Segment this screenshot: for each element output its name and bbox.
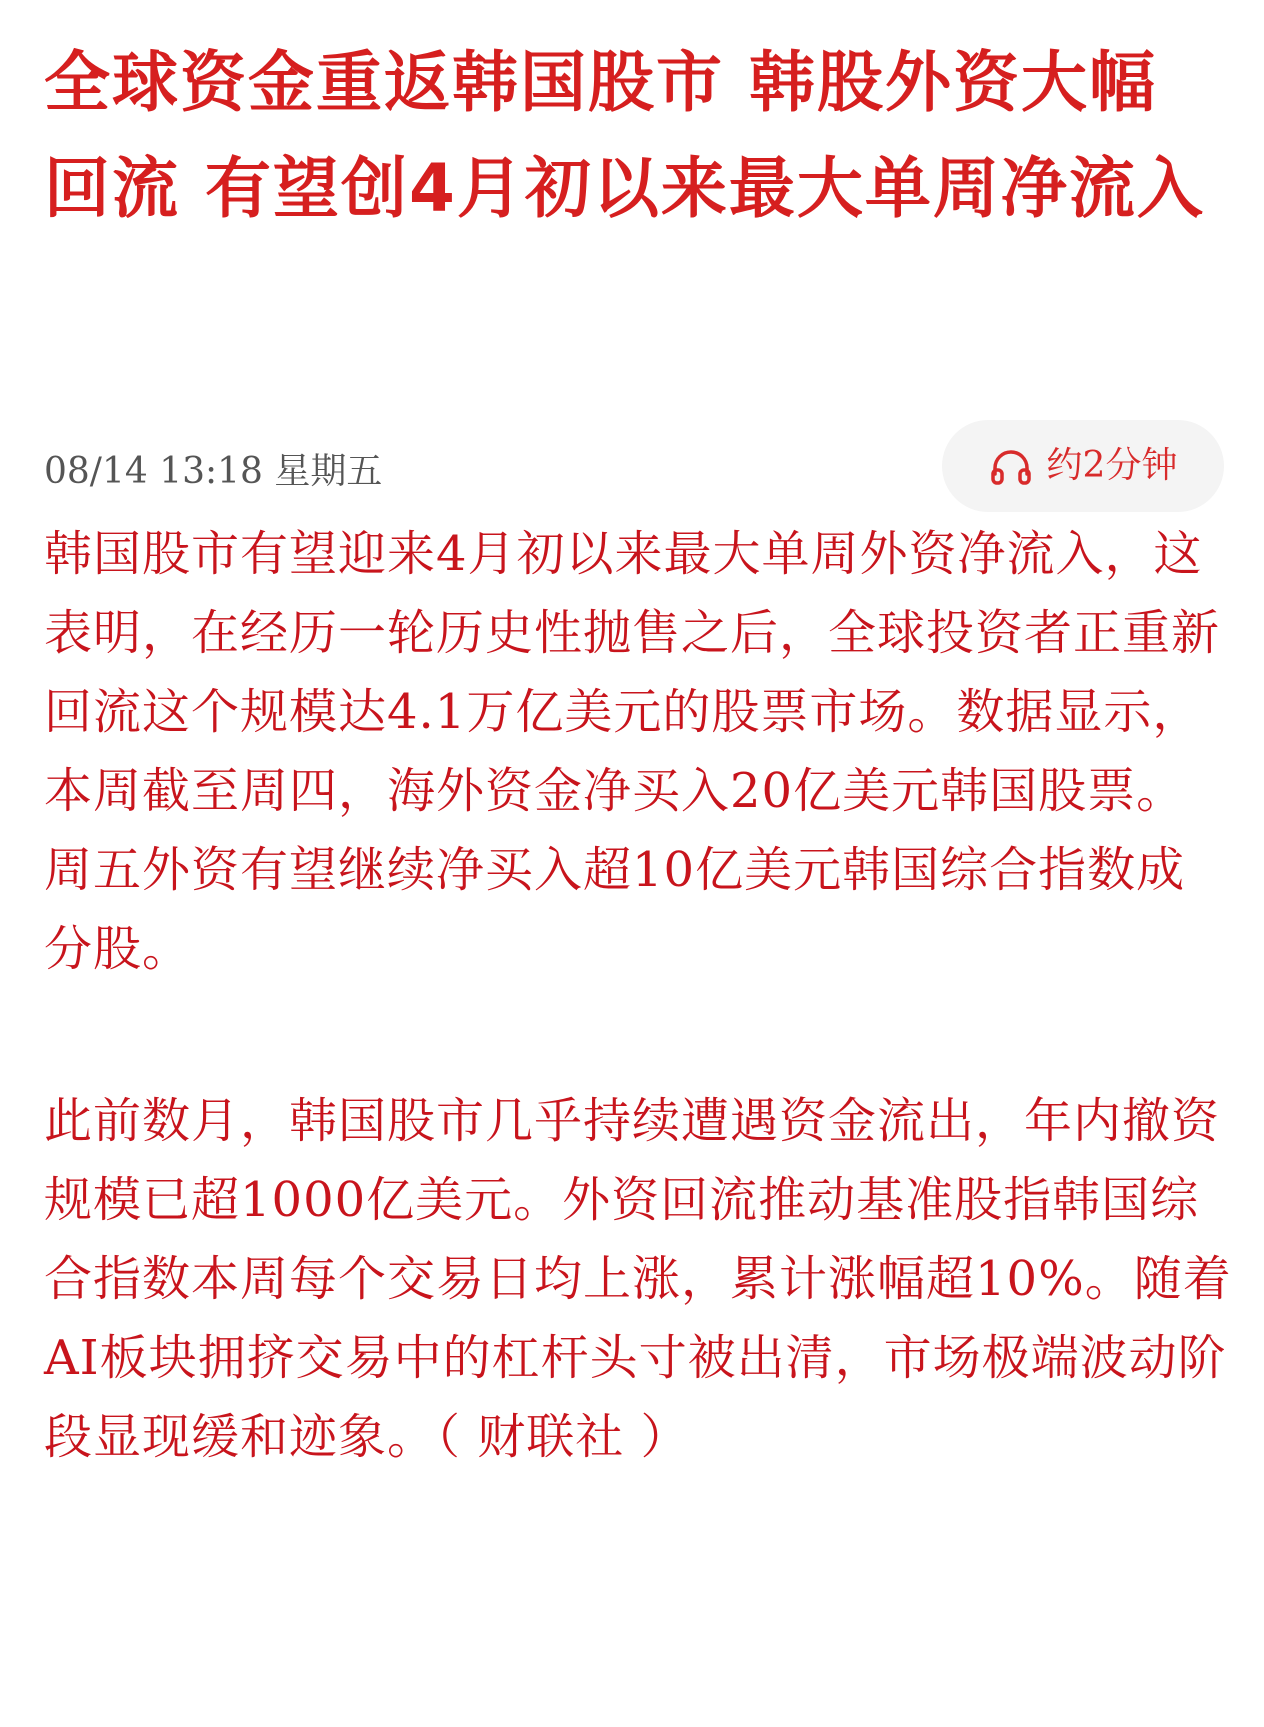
headphones-icon [989, 446, 1033, 486]
article-paragraph-1: 韩国股市有望迎来4月初以来最大单周外资净流入，这表明，在经历一轮历史性抛售之后，全球投资者正重新回流这个规模达4.1万亿美元的股票市场。数据显示，本周截至周四，海外资金净买入20亿美元韩国股票。周五外资有望继续净买入超10亿美元韩国综合指数成分股。 [44, 526, 1221, 977]
listen-button[interactable] [942, 420, 1224, 512]
article-title: 全球资金重返韩国股市 韩股外资大幅回流 有望创4月初以来最大单周净流入 [44, 44, 1205, 227]
article-paragraph-2: 此前数月，韩国股市几乎持续遭遇资金流出，年内撤资规模已超1000亿美元。外资回流推动基准股指韩国综合指数本周每个交易日均上涨，累计涨幅超10%。随着AI板块拥挤交易中的杠杆头寸被出清，市场极端波动阶段显现缓和迹象。（ 财联社 ） [44, 1093, 1232, 1465]
publish-datetime: 08/14 13:18 星期五 [44, 451, 383, 492]
read-time-label: 约2分钟 [1046, 445, 1178, 486]
article-meta [44, 420, 1224, 520]
